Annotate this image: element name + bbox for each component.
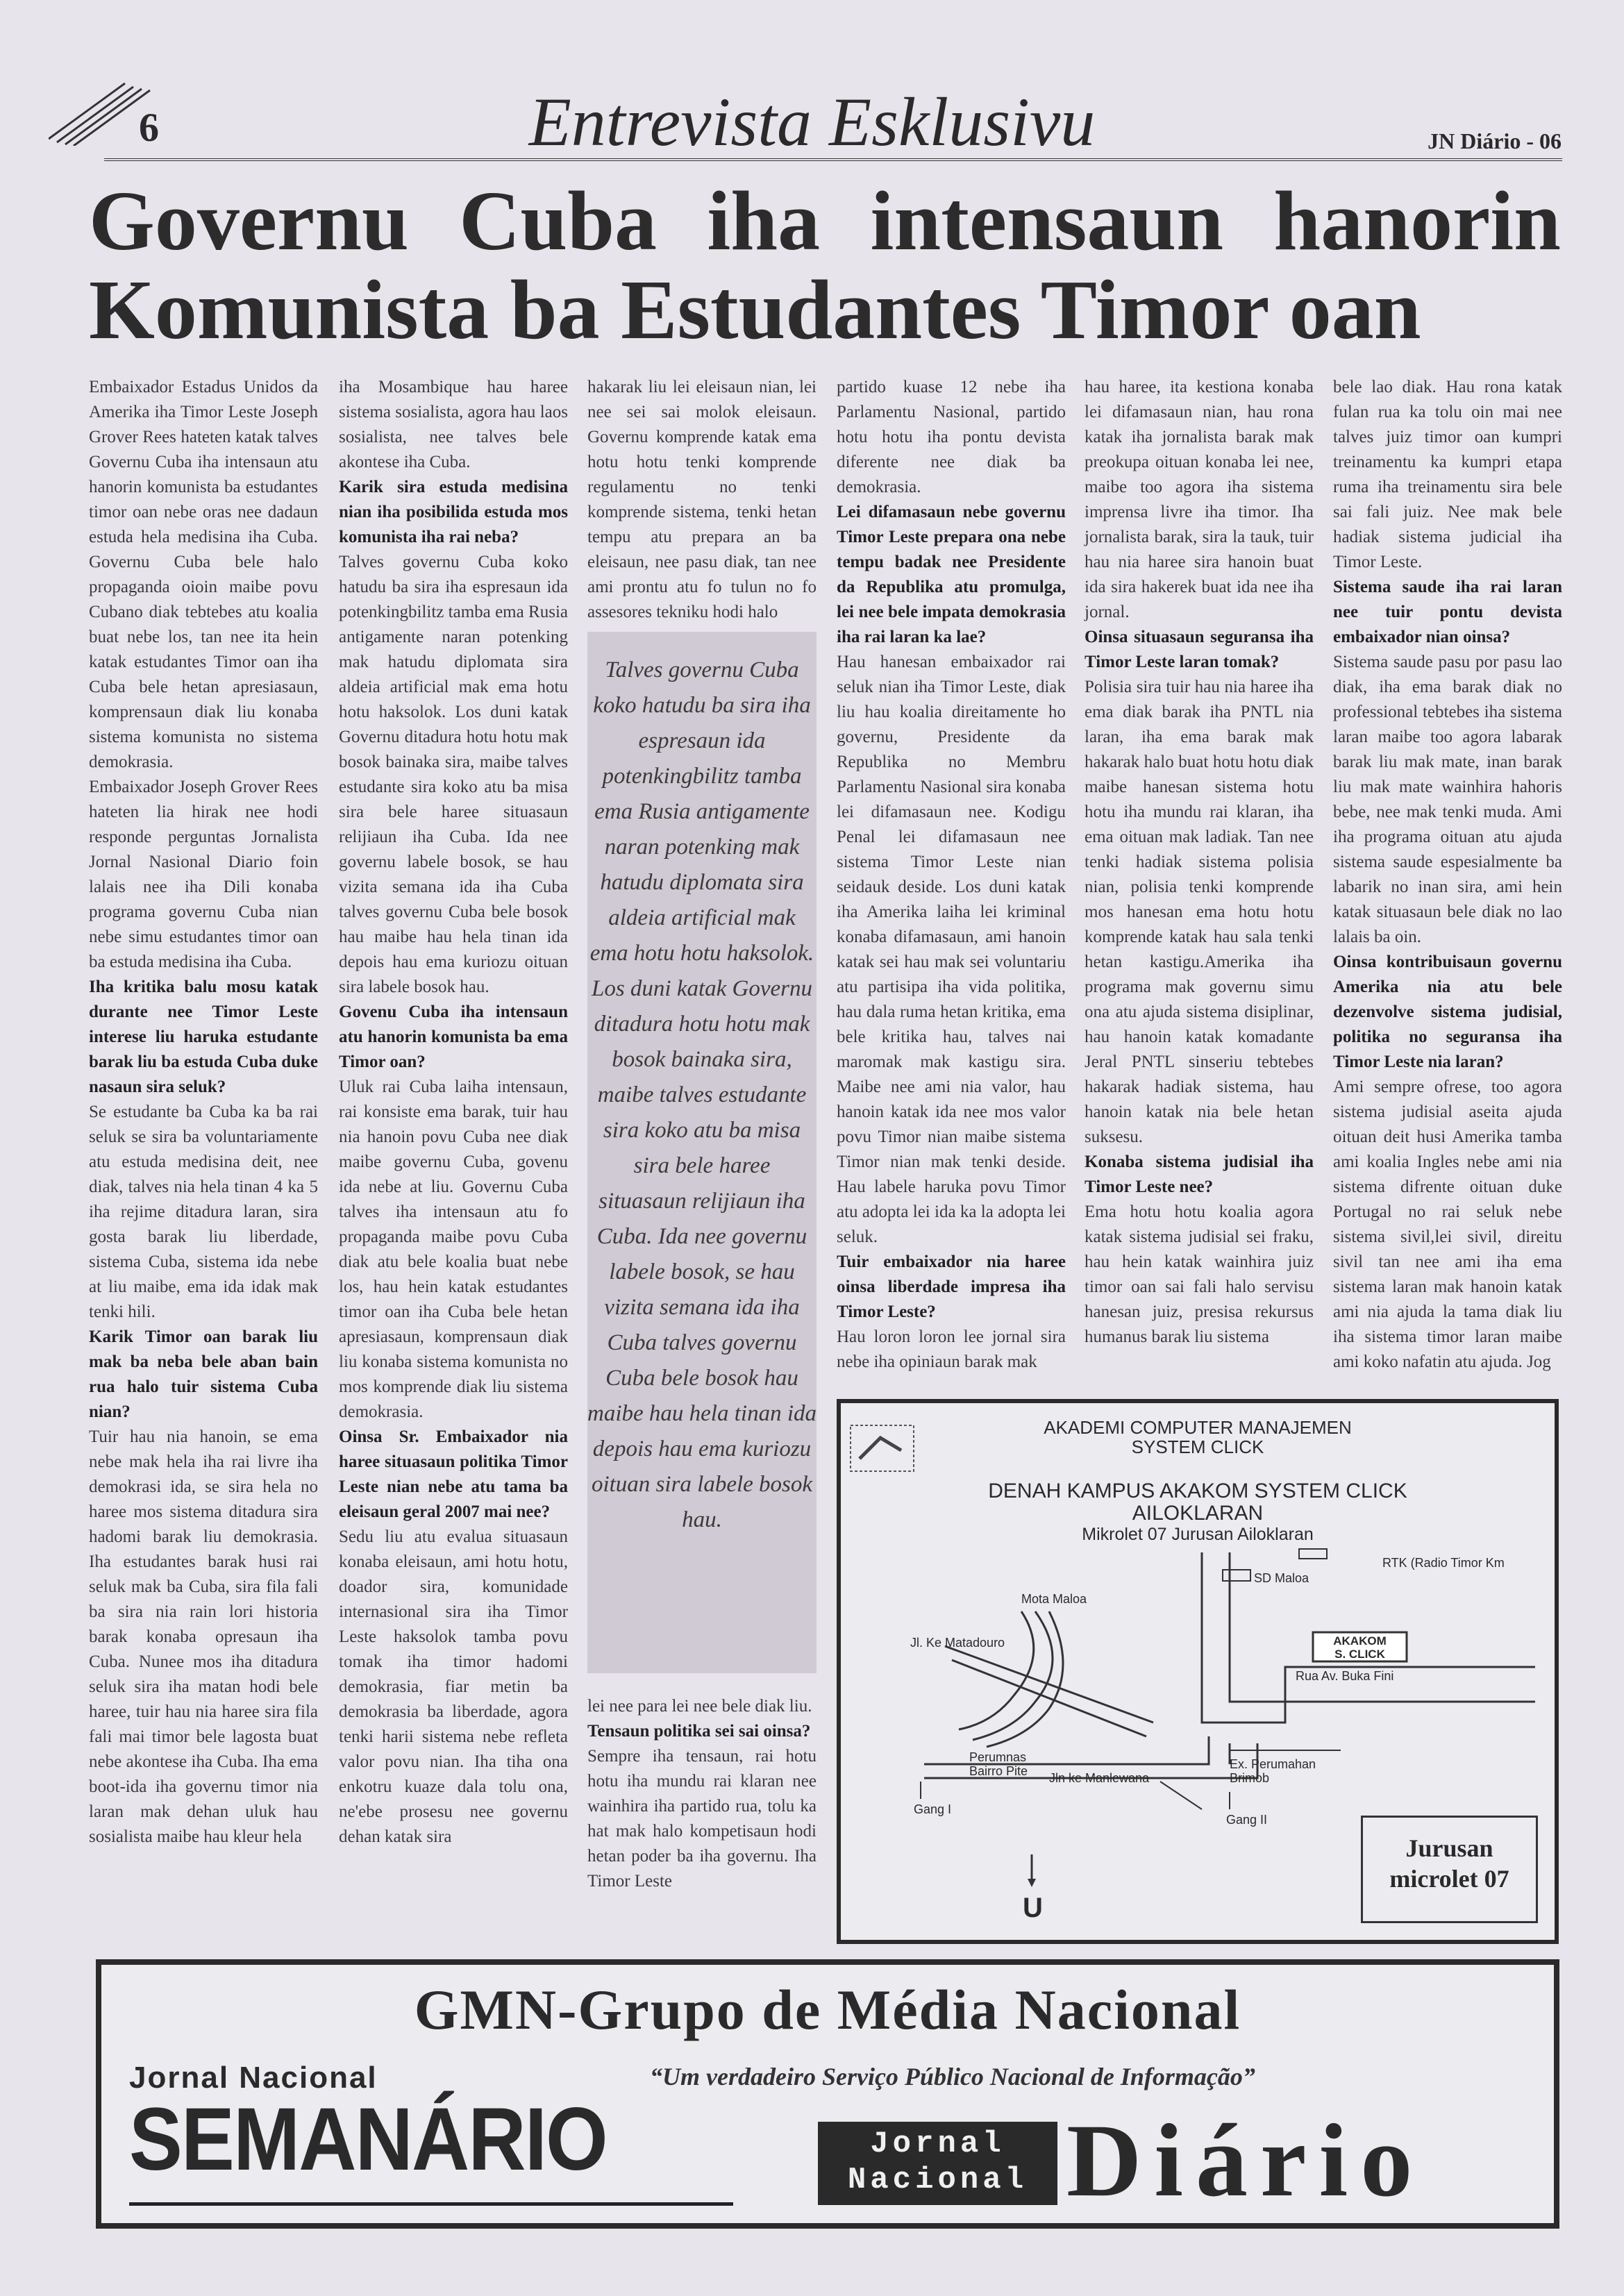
article-paragraph: partido kuase 12 nebe iha Parlamentu Nasional, partido hotu hotu iha pontu devista diferente nee diak ba demokrasia. bbox=[837, 378, 1066, 496]
ad-subtitle-3: Mikrolet 07 Jurusan Ailoklaran bbox=[1082, 1525, 1314, 1544]
jornal-nacional-box bbox=[818, 2122, 1057, 2205]
interview-question: Sistema saude iha rai laran nee tuir pontu devista embaixador nian oinsa? bbox=[1333, 578, 1562, 646]
page-number: 6 bbox=[139, 105, 159, 150]
article-paragraph: Uluk rai Cuba laiha intensaun, rai konsiste ema barak, tuir hau nia hanoin povu Cuba nee diak maibe governu Cuba, govenu ida nebe at liu. Governu Cuba talves iha intensaun atu fo propaganda maibe povu Cuba diak atu bele koalia buat nebe los, hau hein katak estudantes timor oan iha Cuba bele hetan apresiasaun, komprensaun diak liu konaba sistema komunista no mos komprende diak liu sistema demokrasia. bbox=[339, 1078, 568, 1421]
destination-line-1: Jurusan bbox=[1405, 1834, 1493, 1862]
interview-question: Oinsa Sr. Embaixador nia haree situasaun politika Timor Leste nian nebe atu tama ba eleisaun geral 2007 mai nee? bbox=[339, 1427, 568, 1521]
article-column-2 bbox=[339, 375, 568, 1850]
article-column-6 bbox=[1333, 375, 1562, 1375]
ad-subtitle-1: DENAH KAMPUS AKAKOM SYSTEM CLICK bbox=[988, 1480, 1407, 1502]
ad-title-2: SYSTEM CLICK bbox=[1131, 1436, 1264, 1457]
headline bbox=[89, 174, 1561, 357]
akakom-label-1: AKAKOM bbox=[1333, 1634, 1387, 1648]
article-paragraph: hakarak liu lei eleisaun nian, lei nee sei sai molok eleisaun. Governu komprende katak ema hotu hotu tenki komprende regulamentu no tenki komprende sistema, tenki hetan tempu atu prepara an ba eleisaun, nee pasu diak, tan nee ami prontu atu fo tulun no fo assesores tekniku hodi halo bbox=[587, 378, 817, 621]
perumnas-line-2: Bairro Pite bbox=[969, 1764, 1028, 1778]
article-paragraph: Ami sempre ofrese, too agora sistema judisial aseita ajuda oituan deit husi Amerika tamba ami koalia Ingles nebe ami nia sistema difrente oituan duke Portugal no rai seluk nebe sistema sivil,lei sivil, direitu sivil tan nee ami iha ema sistema laran mak hanoin katak ami nia ajuda la tama diak liu iha sistema timor laran maibe ami koko nafatin atu ajuda. Jog bbox=[1333, 1078, 1562, 1371]
ad-subtitle-2: AILOKLARAN bbox=[1132, 1502, 1264, 1525]
article-paragraph: lei nee para lei nee bele diak liu. bbox=[587, 1697, 812, 1716]
interview-question: Oinsa situasaun seguransa iha Timor Leste laran tomak? bbox=[1085, 628, 1314, 671]
article-paragraph: Sedu liu atu evalua situasaun konaba eleisaun, ami hotu hotu, doador sira, komunidade internasional sira iha Timor Leste haksolok tamba povu tomak iha timor hadomi demokrasia, fiar metin ba demokrasia ba liberdade, agora tenki harii sistema nebe refleta valor povu nian. Iha tiha ona enkotru kuaze dala tolu ona, ne'ebe prosesu nee governu dehan katak sira bbox=[339, 1527, 568, 1846]
pull-quote: Talves governu Cuba koko hatudu ba sira iha espresaun ida potenkingbilitz tamba ema Rusia antigamente naran potenking mak hatudu diplomata sira aldeia artificial mak ema hotu hotu haksolok. Los duni katak Governu ditadura hotu hotu mak bosok bainaka sira, maibe talves estudante sira koko atu ba misa sira bele haree situasaun relijiaun iha Cuba. Ida nee governu labele bosok, se hau vizita semana ida iha Cuba talves governu Cuba bele bosok hau maibe hau hela tinan ida depois hau ema kuriozu oituan sira labele bosok hau. bbox=[587, 632, 817, 1673]
ad-title-1: AKADEMI COMPUTER MANAJEMEN bbox=[1044, 1417, 1352, 1438]
map-akakom-building bbox=[1313, 1634, 1407, 1661]
destination-box bbox=[1361, 1816, 1538, 1923]
ex-perumahan-line-1: Ex. Perumahan bbox=[1230, 1757, 1316, 1771]
article-column-5 bbox=[1085, 375, 1314, 1350]
article-column-3-continued bbox=[587, 1694, 817, 1894]
semanario-rule bbox=[129, 2202, 733, 2206]
article-paragraph: Embaixador Joseph Grover Rees hateten lia hirak nee hodi responde perguntas Jornalista Jornal Nasional Diario foin lalais nee iha Dili konaba programa governu Cuba nian nebe simu estudantes timor oan ba estuda medisina iha Cuba. bbox=[89, 778, 318, 971]
ex-perumahan-line-2: Brimob bbox=[1230, 1771, 1270, 1785]
interview-question: Konaba sistema judisial iha Timor Leste nee? bbox=[1085, 1153, 1314, 1196]
header-rule bbox=[104, 158, 1562, 161]
map-label-mota-maloa: Mota Maloa bbox=[1021, 1592, 1087, 1606]
interview-question: Oinsa kontribuisaun governu Amerika nia atu bele dezenvolve sistema judisial, politika no seguransa iha Timor Leste nia laran? bbox=[1333, 953, 1562, 1071]
akakom-map-advertisement bbox=[837, 1399, 1559, 1944]
gmn-tagline: “Um verdadeiro Serviço Público Nacional de Informação” bbox=[650, 2063, 1255, 2090]
map-label-rtk: RTK (Radio Timor Km bbox=[1382, 1556, 1505, 1570]
interview-question: Karik Timor oan barak liu mak ba neba bele aban bain rua halo tuir sistema Cuba nian? bbox=[89, 1327, 318, 1421]
article-paragraph: Sistema saude pasu por pasu lao diak, iha ema barak diak no professional tebtebes iha sistema laran maibe too agora labarak barak liu mak mate, inan barak liu mak mate wainhira hahoris bebe, nee mak tenki muda. Ami iha programa oituan atu ajuda sistema saude espesialmente ba labarik no inan sira, ami hein katak situasaun bele diak no lao lalais ba oin. bbox=[1333, 653, 1562, 946]
interview-question: Tensaun politika sei sai oinsa? bbox=[587, 1722, 811, 1741]
map-label-perumnas bbox=[969, 1750, 1028, 1778]
section-title: Entrevista Esklusivu bbox=[528, 83, 1096, 160]
diario-logo: Diário bbox=[1066, 2103, 1425, 2218]
article-paragraph: Talves governu Cuba koko hatudu ba sira iha espresaun ida potenkingbilitz tamba ema Rusia antigamente naran potenking mak hatudu diplomata sira aldeia artificial mak ema hotu hotu haksolok. Los duni katak Governu ditadura hotu hotu mak bosok bainaka sira, maibe talves estudante sira koko atu ba misa sira bele haree situasaun relijiaun iha Cuba. Ida nee governu labele bosok, se hau vizita semana ida iha Cuba talves governu Cuba bele bosok hau maibe hau hela tinan ida depois hau ema kuriozu oituan sira labele bosok hau. bbox=[339, 553, 568, 996]
article-paragraph: Embaixador Estadus Unidos da Amerika iha Timor Leste Joseph Grover Rees hateten katak talves Governu Cuba iha intensaun atu hanorin komunista ba estudantes timor oan nebe oras nee dadaun estuda hela medisina iha Cuba. Governu Cuba bele halo propaganda oioin maibe povu Cubano diak tebtebes atu koalia buat nebe los, tan nee ita hein katak estudantes Timor oan iha Cuba bele hetan apresiasaun, komprensaun diak liu konaba sistema komunista no sistema demokrasia. bbox=[89, 378, 318, 771]
article-paragraph: Ema hotu hotu koalia agora katak sistema judisial sei fraku, hau hein katak wainhira juiz timor oan sai fali halo servisu hanesan juiz, presisa rekursus humanus barak liu sistema bbox=[1085, 1203, 1314, 1346]
jn-box-line-2: Nacional bbox=[847, 2163, 1028, 2197]
map-label-sd-maloa: SD Maloa bbox=[1254, 1571, 1309, 1585]
article-paragraph: Se estudante ba Cuba ka ba rai seluk se sira ba voluntariamente atu estuda medisina deit, nee diak, talves nia hela tinan 4 ka 5 iha rejime ditadura laran, sira gosta barak liu liberdade, sistema Cuba, sistema ida nebe at liu maibe, ema ida idak mak tenki hili. bbox=[89, 1103, 318, 1321]
jn-box-line-1: Jornal bbox=[870, 2127, 1005, 2161]
article-column-4 bbox=[837, 375, 1066, 1375]
article-column-1 bbox=[89, 375, 318, 1850]
jornal-nacional-label: Jornal Nacional bbox=[129, 2061, 378, 2095]
article-paragraph: hau haree, ita kestiona konaba lei difamasaun nian, hau rona katak iha jornalista barak mak preokupa oituan konaba lei nee, maibe too agora iha sistema imprensa livre iha timor. Iha jornalista barak, sira la tauk, tuir hau nia haree sira hanoin buat ida sira hakerek buat ida nee iha jornal. bbox=[1085, 378, 1314, 621]
article-paragraph: iha Mosambique hau haree sistema sosialista, agora hau laos sosialista, nee talves bele akontese iha Cuba. bbox=[339, 378, 568, 471]
headline-line-2: Komunista ba Estudantes Timor oan bbox=[89, 263, 1421, 357]
article-paragraph: bele lao diak. Hau rona katak fulan rua ka tolu oin mai nee talves juiz timor oan kumpri treinamentu ka kumpri etapa ruma iha treinamentu sira bele sai fali juiz. Nee mak bele hadiak sistema judicial iha Timor Leste. bbox=[1333, 378, 1562, 571]
article-paragraph: Tuir hau nia hanoin, se ema nebe mak hela iha rai livre iha demokrasi ida, se sira hela no haree mos sistema ditadura sira hadomi barak liu demokrasia. Iha estudantes barak husi rai seluk mak ba Cuba, sira fila fali ba sira nia rain lori historia barak konaba opresaun iha Cuba. Nunee mos iha ditadura seluk sira iha matan hodi bele haree, tuir hau nia haree sira fila fali mai timor bele lagosta buat nebe akontese iha Cuba. Iha ema boot-ida iha governu timor nia laran mak dehan uluk hau sosialista maibe hau kleur hela bbox=[89, 1427, 318, 1846]
interview-question: Iha kritika balu mosu katak durante nee Timor Leste interese liu haruka estudante barak liu ba estuda Cuba duke nasaun sira seluk? bbox=[89, 978, 318, 1096]
article-paragraph: Polisia sira tuir hau nia haree iha ema diak barak iha PNTL nia laran, iha ema barak mak hakarak halo buat hotu hotu diak maibe hanesan sistema hotu hotu iha mundu rai klaran, iha ema oituan mak ladiak. Tan nee tenki hadiak sistema polisia nian, polisia tenki komprende mos hanesan ema hotu hotu komprende katak hau sala tenki hetan kastigu.Amerika iha programa mak governu simu ona atu ajuda sistema disiplinar, hau hanoin katak komadante Jeral PNTL sinseriu tebtebes hakarak hadiak sistema, hau hanoin katak nia bele hetan suksesu. bbox=[1085, 678, 1314, 1146]
interview-question: Tuir embaixador nia haree oinsa liberdade impresa iha Timor Leste? bbox=[837, 1252, 1066, 1321]
headline-line-1: Governu Cuba iha intensaun hanorin bbox=[89, 174, 1561, 268]
map-label-gang-2: Gang II bbox=[1226, 1813, 1268, 1827]
north-marker: U bbox=[1023, 1893, 1043, 1923]
perumnas-line-1: Perumnas bbox=[969, 1750, 1027, 1764]
edition-label: JN Diário - 06 bbox=[1428, 128, 1562, 153]
map-label-matadouro: Jl. Ke Matadouro bbox=[910, 1636, 1005, 1650]
article-paragraph: Hau hanesan embaixador rai seluk nian iha Timor Leste, diak liu hau koalia direitamente ho governu, Presidente da Republika no Membru Parlamentu Nasional sira konaba lei difamasaun nee. Kodigu Penal lei difamasaun nee sistema Timor Leste nian seidauk deside. Los duni katak iha Amerika laiha lei kriminal konaba difamasaun, ami hanoin katak sei hau mak sei voluntariu atu partisipa iha vida politika, hau dala ruma hetan kritika, ema bele kritika hau, talves nai maromak mak kastigu sira. Maibe nee ami nia valor, hau hanoin katak ida nee mos valor povu Timor nian maibe sistema Timor nian mak tenki deside. Hau labele haruka povu Timor atu adopta lei ida ka la adopta lei seluk. bbox=[837, 653, 1066, 1246]
map-label-jln-manlewana: Jln ke Manlewana bbox=[1049, 1771, 1150, 1785]
destination-line-2: microlet 07 bbox=[1389, 1865, 1509, 1893]
gmn-advertisement bbox=[96, 1959, 1559, 2229]
map-label-gang-1: Gang I bbox=[914, 1802, 952, 1816]
interview-question: Govenu Cuba iha intensaun atu hanorin komunista ba ema Timor oan? bbox=[339, 1003, 568, 1071]
map-label-ex-perumahan bbox=[1230, 1757, 1316, 1785]
interview-question: Karik sira estuda medisina nian iha posibilida estuda mos komunista iha rai neba? bbox=[339, 478, 568, 546]
gmn-title: GMN-Grupo de Média Nacional bbox=[414, 1978, 1241, 2041]
article-column-3 bbox=[587, 375, 817, 625]
semanario-logo: SEMANÁRIO bbox=[129, 2090, 607, 2189]
interview-question: Lei difamasaun nebe governu Timor Leste prepara ona nebe tempu badak nee Presidente da Republika atu promulga, lei nee bele impata demokrasia iha rai laran ka lae? bbox=[837, 503, 1066, 646]
map-label-rua: Rua Av. Buka Fini bbox=[1296, 1669, 1394, 1683]
article-paragraph: Sempre iha tensaun, rai hotu hotu iha mundu rai klaran nee wainhira iha partido rua, tolu ka hat mak halo kompetisaun hodi hetan poder ba iha governu. Iha Timor Leste bbox=[587, 1747, 817, 1891]
article-paragraph: Hau loron loron lee jornal sira nebe iha opiniaun barak mak bbox=[837, 1327, 1066, 1371]
akakom-label-2: S. CLICK bbox=[1334, 1648, 1385, 1661]
